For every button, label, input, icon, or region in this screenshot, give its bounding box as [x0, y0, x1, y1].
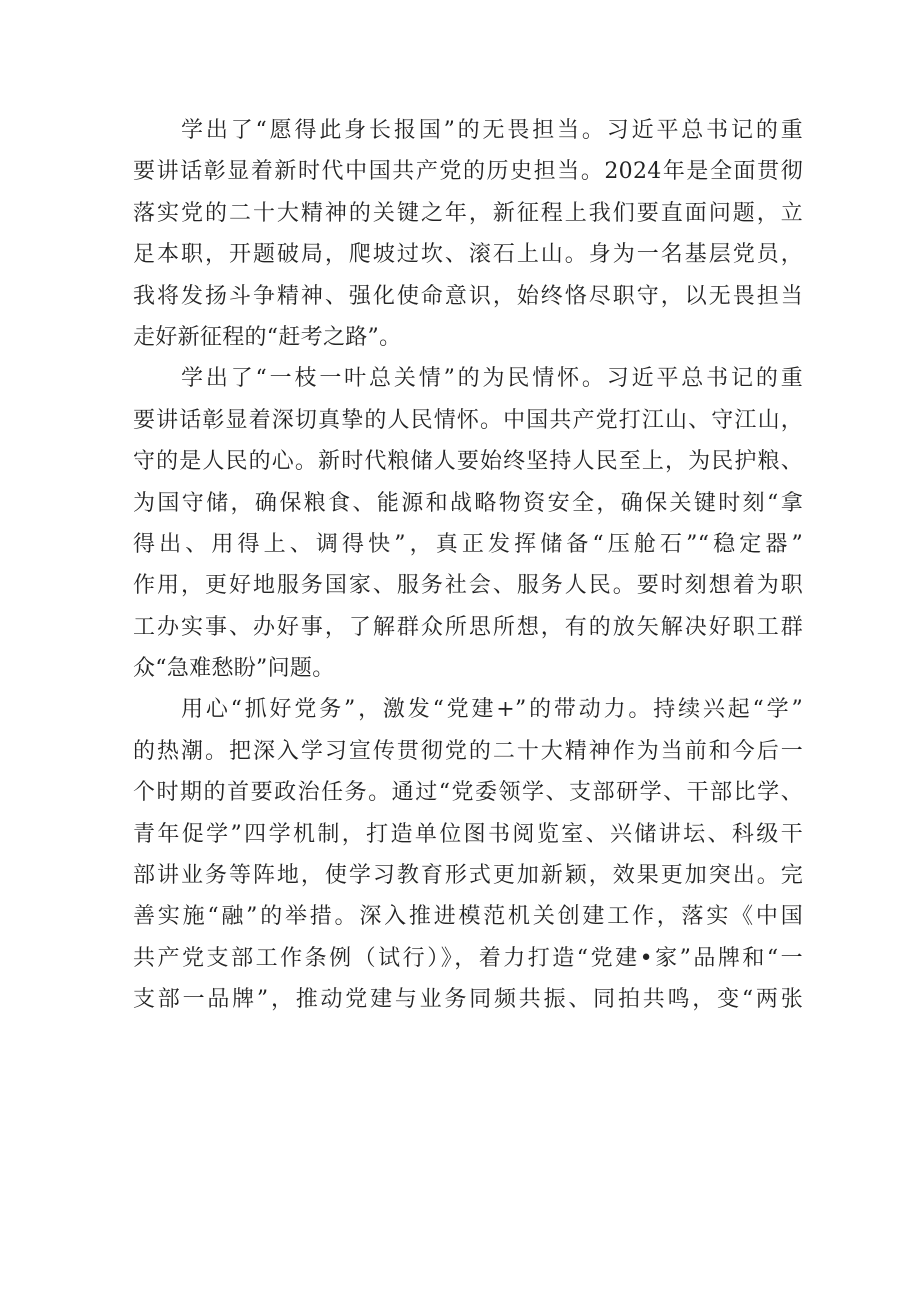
text-line: 众“急难愁盼”问题。	[133, 656, 335, 682]
paragraph-2	[133, 358, 803, 689]
text-line: 要讲话彰显着深切真挚的人民情怀。中国共产党打江山、守江山，	[133, 407, 803, 433]
text-line: 个时期的首要政治任务。通过“党委领学、支部研学、干部比学、	[133, 780, 803, 806]
text-line: 部讲业务等阵地，使学习教育形式更加新颖，效果更加突出。完	[133, 863, 803, 889]
text-line: 共产党支部工作条例（试行）》，着力打造“党建•家”品牌和“一	[133, 945, 803, 971]
text-line: 我将发扬斗争精神、强化使命意识，始终恪尽职守，以无畏担当	[133, 283, 803, 309]
text-line: 落实党的二十大精神的关键之年，新征程上我们要直面问题，立	[133, 200, 803, 226]
text-line: 青年促学”四学机制，打造单位图书阅览室、兴储讲坛、科级干	[133, 821, 803, 847]
text-line: 工办实事、办好事，了解群众所思所想，有的放矢解决好职工群	[133, 614, 803, 640]
text-line: 足本职，开题破局，爬坡过坎、滚石上山。身为一名基层党员，	[133, 242, 803, 268]
text-line: 得出、用得上、调得快”，真正发挥储备“压舱石”“稳定器”	[133, 531, 803, 557]
text-line: 善实施“融”的举措。深入推进模范机关创建工作，落实《中国	[133, 904, 803, 930]
text-line: 为国守储，确保粮食、能源和战略物资安全，确保关键时刻“拿	[133, 490, 803, 516]
text-line: 学出了“一枝一叶总关情”的为民情怀。习近平总书记的重	[181, 366, 803, 392]
paragraph-1	[133, 110, 803, 358]
text-line: 支部一品牌”，推动党建与业务同频共振、同拍共鸣，变“两张	[133, 987, 803, 1013]
document-body	[133, 110, 803, 1021]
text-line: 走好新征程的“赶考之路”。	[133, 324, 402, 350]
text-line: 用心“抓好党务”，激发“党建+”的带动力。持续兴起“学”	[181, 697, 803, 723]
text-line: 要讲话彰显着新时代中国共产党的历史担当。2024年是全面贯彻	[133, 159, 803, 185]
text-line: 的热潮。把深入学习宣传贯彻党的二十大精神作为当前和今后一	[133, 738, 803, 764]
paragraph-3	[133, 689, 803, 1020]
text-line: 学出了“愿得此身长报国”的无畏担当。习近平总书记的重	[181, 118, 803, 143]
text-line: 守的是人民的心。新时代粮储人要始终坚持人民至上，为民护粮、	[133, 449, 803, 475]
text-line: 作用，更好地服务国家、服务社会、服务人民。要时刻想着为职	[133, 573, 803, 599]
